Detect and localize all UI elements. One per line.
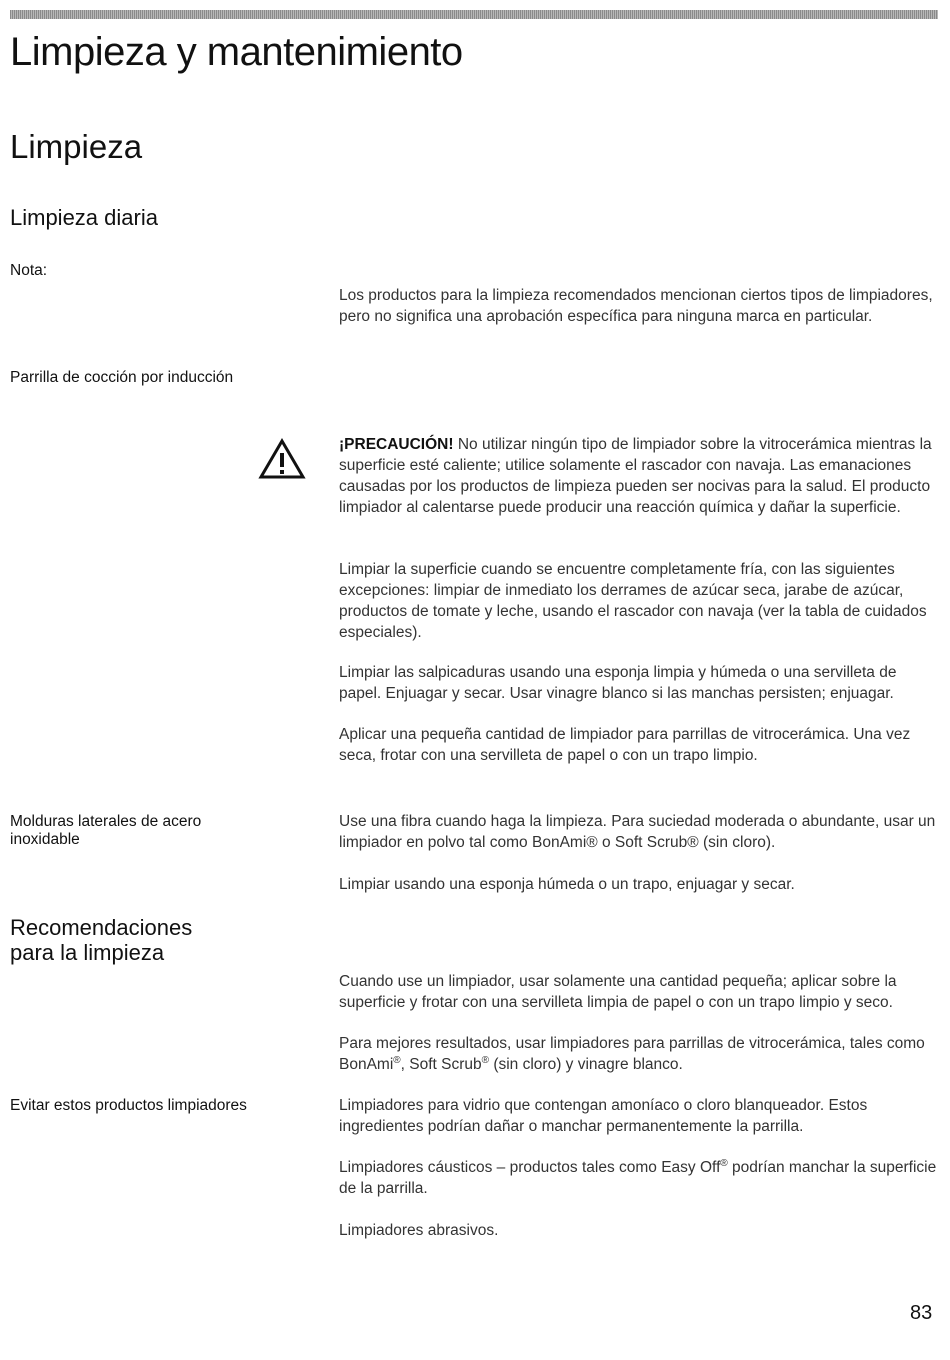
recommendations-paragraph-1: Cuando use un limpiador, usar solamente una cantidad pequeña; aplicar sobre la superficie y frotar con una servilleta limpia de papel o con un trapo limpio y seco. (339, 973, 897, 1011)
header-rule (10, 10, 938, 19)
avoid-text-a: Limpiadores cáusticos – productos tales como Easy Off (339, 1159, 721, 1176)
nota-label: Nota: (10, 262, 48, 279)
induction-paragraph-3: Aplicar una pequeña cantidad de limpiador para parrillas de vitrocerámica. Una vez seca, frotar con una servilleta de papel o con un trapo limpio. (339, 726, 911, 764)
subsection-heading-daily: Limpieza diaria (10, 205, 158, 230)
induction-paragraph-1: Limpiar la superficie cuando se encuentre completamente fría, con las siguientes excepciones: limpiar de inmediato los derrames de azúcar seca, jarabe de azúcar, productos de tomate y leche, usando el rascador con navaja (ver la tabla de cuidados especiales). (339, 561, 927, 641)
page-title: Limpieza y mantenimiento (10, 30, 463, 74)
avoid-paragraph-3: Limpiadores abrasivos. (339, 1222, 499, 1239)
caution-strong: ¡PRECAUCIÓN! (339, 436, 454, 453)
recommendations-heading-line-1: Recomendaciones (10, 915, 193, 940)
recs-text-b: , Soft Scrub (400, 1056, 482, 1073)
molduras-paragraph-2: Limpiar usando una esponja húmeda o un trapo, enjuagar y secar. (339, 876, 795, 893)
section-heading: Limpieza (10, 128, 143, 165)
caution-paragraph (339, 434, 939, 518)
induction-label: Parrilla de cocción por inducción (10, 369, 234, 386)
avoid-label: Evitar estos productos limpiadores (10, 1097, 247, 1114)
avoid-paragraph-2 (339, 1157, 939, 1199)
molduras-paragraph-1: Use una fibra cuando haga la limpieza. Para suciedad moderada o abundante, usar un limpiador en polvo tal como BonAmi® o Soft Scrub® (sin cloro). (339, 813, 936, 851)
page-number: 83 (910, 1302, 933, 1324)
warning-triangle-icon (258, 438, 306, 480)
avoid-paragraph-1: Limpiadores para vidrio que contengan amoníaco o cloro blanqueador. Estos ingredientes podrían dañar o manchar permanentemente la parrilla. (339, 1097, 868, 1135)
registered-mark: ® (393, 1055, 401, 1066)
molduras-label: Molduras laterales de acero inoxidable (10, 813, 202, 848)
registered-mark: ® (720, 1158, 728, 1169)
induction-paragraph-2: Limpiar las salpicaduras usando una esponja limpia y húmeda o una servilleta de papel. Enjuagar y secar. Usar vinagre blanco si las manchas persisten; enjuagar. (339, 664, 897, 702)
recs-text-a: Para mejores resultados, usar limpiadores para parrillas de vitrocerámica, tales como BonAmi (339, 1035, 925, 1073)
recs-text-c: (sin cloro) y vinagre blanco. (489, 1056, 683, 1073)
registered-mark: ® (481, 1055, 490, 1066)
caution-text: No utilizar ningún tipo de limpiador sobre la vitrocerámica mientras la superficie esté caliente; utilice solamente el rascador con navaja. Las emanaciones causadas por los productos de limpieza pueden ser nocivas para la salud. El producto limpiador al calentarse puede producir una reacción química y dañar la superficie. (339, 436, 932, 516)
recommendations-heading-line-2: para la limpieza (10, 940, 165, 965)
nota-text: Los productos para la limpieza recomendados mencionan ciertos tipos de limpiadores, pero no significa una aprobación específica para ninguna marca en particular. (339, 287, 933, 325)
recommendations-heading (10, 915, 192, 965)
avoid-text-b: podrían manchar la superficie de la parrilla. (339, 1159, 937, 1197)
recommendations-paragraph-2 (339, 1033, 939, 1075)
